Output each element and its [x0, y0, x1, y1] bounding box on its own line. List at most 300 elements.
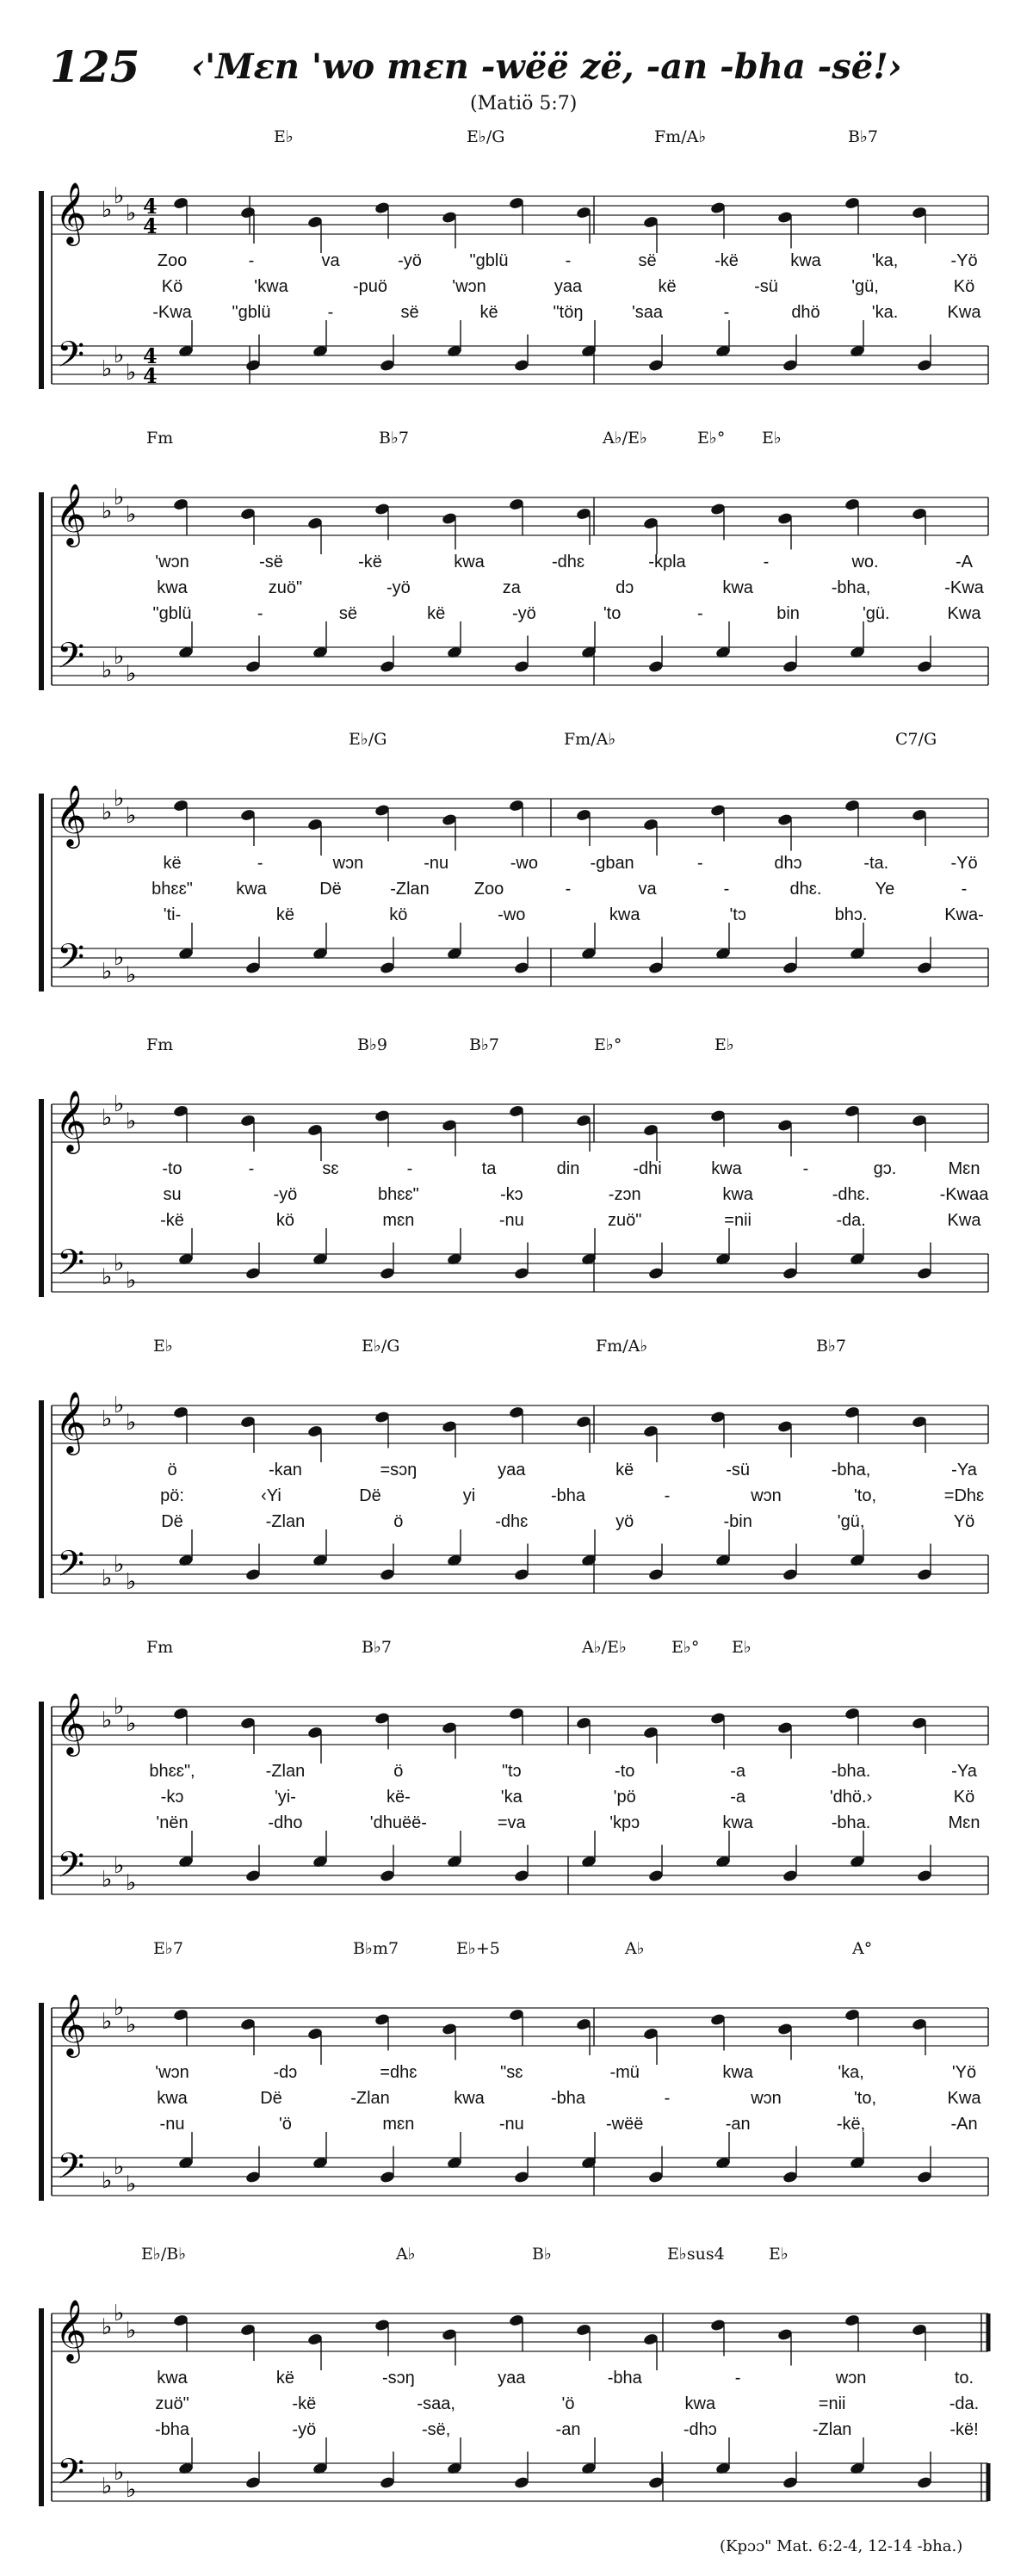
lyric-line-verse-2 — [0, 2394, 1033, 2417]
flat-icon: ♭ — [114, 1552, 125, 1578]
flat-icon: ♭ — [114, 1995, 125, 2021]
lyric-syllable: wo. — [851, 553, 879, 571]
score-system — [0, 1631, 1033, 1928]
lyric-syllable: =dhɛ — [380, 2063, 418, 2082]
lyric-syllable: 'wɔn — [155, 553, 189, 571]
flat-icon: ♭ — [126, 661, 137, 687]
lyric-syllable: -yö — [273, 1185, 298, 1204]
flat-icon: ♭ — [126, 1109, 137, 1134]
lyric-syllable: - — [257, 604, 263, 623]
lyric-line-verse-3 — [0, 303, 1033, 325]
lyric-syllable: - — [565, 880, 572, 899]
lyric-syllable: Dë — [319, 880, 342, 899]
lyric-syllable: -bin — [723, 1512, 752, 1531]
lyric-syllable: kwa — [609, 905, 640, 924]
lyric-syllable: -Zlan — [265, 1762, 306, 1781]
footer-note: (Kpɔɔ" Mat. 6:2-4, 12-14 -bha.) — [720, 2537, 963, 2555]
lyric-line-verse-1 — [0, 854, 1033, 876]
chord-symbol: E♭+5 — [456, 1939, 500, 1958]
lyric-syllable: =Dhɛ — [943, 1486, 985, 1505]
lyric-syllable: -Kwa — [944, 578, 984, 597]
lyric-syllable: -to — [162, 1159, 182, 1178]
lyric-line-verse-1 — [0, 1461, 1033, 1483]
flat-icon: ♭ — [126, 1569, 137, 1595]
lyric-syllable: kwa — [157, 2369, 188, 2388]
lyric-syllable: 'gü, — [837, 1512, 865, 1531]
lyric-syllable: 'dhö.› — [829, 1788, 873, 1807]
lyric-syllable: së — [338, 604, 357, 623]
lyric-syllable: bhɛɛ" — [152, 880, 193, 899]
chord-symbol: B♭7 — [379, 429, 410, 448]
chord-symbol: E♭° — [594, 1035, 622, 1054]
lyric-syllable: kë — [275, 2369, 294, 2388]
lyric-syllable: va — [321, 251, 340, 270]
lyric-syllable: sɛ — [322, 1159, 339, 1178]
chord-symbol: E♭sus4 — [667, 2245, 725, 2264]
lyric-syllable: -sü — [754, 277, 778, 296]
lyric-syllable: =va — [497, 1813, 526, 1832]
lyric-syllable: =nii — [818, 2394, 846, 2413]
score-system — [0, 1029, 1033, 1325]
lyric-syllable: "gblü — [232, 303, 271, 322]
bass-clef-icon: 𝄢 — [57, 1543, 85, 1593]
flat-icon: ♭ — [114, 2460, 125, 2486]
lyric-line-verse-3 — [0, 1813, 1033, 1836]
lyric-syllable: 'to, — [853, 2089, 877, 2108]
lyric-syllable: -dhɔ — [683, 2420, 717, 2439]
flat-icon: ♭ — [114, 1694, 125, 1720]
lyric-syllable: -bha. — [831, 1762, 871, 1781]
lyric-syllable: -bha — [550, 1486, 586, 1505]
lyric-syllable: - — [696, 854, 703, 873]
lyric-syllable: gɔ. — [873, 1159, 897, 1178]
lyric-syllable: kwa — [722, 1813, 753, 1832]
lyric-syllable: - — [763, 553, 770, 571]
lyric-syllable: -dhɛ — [495, 1512, 529, 1531]
lyric-syllable: 'saa — [631, 303, 664, 322]
lyric-syllable: -ta. — [863, 854, 889, 873]
lyric-syllable: kwa — [157, 2089, 188, 2108]
flat-icon: ♭ — [102, 2314, 113, 2340]
chord-symbol: B♭7 — [816, 1337, 847, 1356]
lyric-syllable: 'dhuëë- — [369, 1813, 427, 1832]
flat-icon: ♭ — [126, 1711, 137, 1737]
lyric-syllable: Zoo — [473, 880, 504, 899]
lyric-syllable: -saa, — [417, 2394, 455, 2413]
lyric-syllable: -puö — [352, 277, 388, 296]
lyric-syllable: Ye — [875, 880, 895, 899]
chord-symbol: Fm/A♭ — [654, 127, 707, 146]
treble-clef-icon: 𝄞 — [55, 1089, 87, 1152]
lyric-syllable: -kan — [268, 1461, 302, 1480]
flat-icon: ♭ — [114, 945, 125, 971]
lyric-syllable: mɛn — [382, 1211, 415, 1230]
lyric-syllable: -wo — [498, 905, 526, 924]
chord-symbol: E♭° — [671, 1638, 700, 1657]
lyric-syllable: - — [257, 854, 263, 873]
lyric-line-verse-2 — [0, 1788, 1033, 1810]
lyric-syllable: 'ö — [278, 2115, 292, 2134]
chord-symbol: E♭° — [697, 429, 726, 448]
lyric-syllable: bhɛɛ" — [378, 1185, 419, 1204]
time-signature-bass: 4 — [143, 343, 158, 368]
lyric-syllable: "gblü — [469, 251, 509, 270]
flat-icon: ♭ — [102, 1708, 113, 1733]
lyric-syllable: -bha, — [831, 1461, 871, 1480]
lyric-syllable: yö — [615, 1512, 634, 1531]
treble-clef-icon: 𝄞 — [55, 482, 87, 545]
lyric-syllable: Kö — [953, 277, 975, 296]
lyric-syllable: 'wɔn — [452, 277, 486, 296]
lyric-syllable: bhɔ. — [834, 905, 868, 924]
lyric-syllable: pö: — [160, 1486, 184, 1505]
lyric-line-verse-2 — [0, 1185, 1033, 1208]
lyric-syllable: kë — [275, 905, 294, 924]
lyric-syllable: -nu — [498, 2115, 524, 2134]
flat-icon: ♭ — [102, 498, 113, 524]
chord-symbol: Fm/A♭ — [596, 1337, 648, 1356]
chord-symbol: A♭ — [396, 2245, 416, 2264]
chord-symbol: E♭/G — [467, 127, 505, 146]
lyric-syllable: yaa — [554, 277, 583, 296]
lyric-syllable: -Zlan — [812, 2420, 852, 2439]
lyric-syllable: 'ka, — [871, 251, 899, 270]
lyric-syllable: -Ya — [951, 1762, 977, 1781]
flat-icon: ♭ — [102, 2474, 113, 2499]
lyric-line-verse-3 — [0, 2115, 1033, 2137]
lyric-line-verse-2 — [0, 880, 1033, 902]
lyric-syllable: su — [163, 1185, 182, 1204]
lyric-syllable: "tɔ — [501, 1762, 522, 1781]
scripture-reference: (Matiö 5:7) — [470, 93, 578, 114]
lyric-syllable: -to — [615, 1762, 635, 1781]
chord-symbol: B♭7 — [469, 1035, 500, 1054]
lyric-syllable: -gban — [590, 854, 634, 873]
lyric-syllable: kwa — [684, 2394, 716, 2413]
flat-icon: ♭ — [102, 1406, 113, 1432]
lyric-syllable: -Kwaa — [939, 1185, 989, 1204]
flat-icon: ♭ — [102, 1264, 113, 1290]
chord-symbol: A♭/E♭ — [603, 429, 647, 448]
lyric-syllable: -a — [730, 1762, 746, 1781]
lyric-syllable: ö — [393, 1762, 404, 1781]
lyric-syllable: yi — [462, 1486, 476, 1505]
lyric-syllable: yaa — [498, 1461, 526, 1480]
lyric-syllable: -bha — [550, 2089, 586, 2108]
chord-symbol: E♭7 — [153, 1939, 183, 1958]
treble-clef-icon: 𝄞 — [55, 1390, 87, 1453]
lyric-syllable: 'pö — [613, 1788, 636, 1807]
lyric-syllable: -yö — [511, 604, 536, 623]
lyric-syllable: Kwa — [947, 303, 981, 322]
lyric-syllable: -Ya — [951, 1461, 977, 1480]
lyric-syllable: -Yö — [950, 854, 978, 873]
lyric-line-verse-2 — [0, 1486, 1033, 1509]
hymn-title: ‹'Mɛn 'wo mɛn -wëë zë, -an -bha -së!› — [191, 46, 902, 87]
chord-symbol: E♭ — [769, 2245, 789, 2264]
lyric-syllable: -kë — [292, 2394, 317, 2413]
chord-symbol: E♭/B♭ — [141, 2245, 187, 2264]
lyric-syllable: -dhi — [633, 1159, 662, 1178]
lyric-line-verse-1 — [0, 251, 1033, 274]
lyric-line-verse-3 — [0, 2420, 1033, 2443]
flat-icon: ♭ — [114, 343, 125, 368]
lyric-syllable: kwa — [722, 1185, 753, 1204]
chord-symbol: A♭ — [625, 1939, 645, 1958]
chord-symbol: A♭/E♭ — [582, 1638, 627, 1657]
lyric-syllable: 'ka — [500, 1788, 523, 1807]
flat-icon: ♭ — [114, 183, 125, 209]
chord-symbol: A° — [852, 1939, 873, 1958]
chord-symbol: Fm/A♭ — [564, 730, 616, 749]
lyric-syllable: së — [638, 251, 657, 270]
bass-clef-icon: 𝄢 — [57, 1242, 85, 1292]
lyric-syllable: 'yi- — [274, 1788, 296, 1807]
lyric-syllable: bin — [776, 604, 800, 623]
score-system — [0, 120, 1033, 417]
lyric-syllable: kwa — [157, 578, 188, 597]
lyric-syllable: kwa — [722, 578, 753, 597]
flat-icon: ♭ — [114, 1251, 125, 1276]
flat-icon: ♭ — [102, 959, 113, 985]
time-signature-bass: 4 — [143, 363, 158, 388]
chord-symbol: E♭ — [732, 1638, 752, 1657]
lyric-syllable: 'ka, — [838, 2063, 864, 2082]
lyric-syllable: ö — [167, 1461, 177, 1480]
flat-icon: ♭ — [126, 2477, 137, 2503]
flat-icon: ♭ — [126, 201, 137, 226]
lyric-syllable: kë — [615, 1461, 634, 1480]
lyric-syllable: -dho — [268, 1813, 303, 1832]
lyric-syllable: -yö — [292, 2420, 317, 2439]
lyric-syllable: Kö — [161, 277, 183, 296]
lyric-line-verse-2 — [0, 277, 1033, 300]
lyric-syllable: 'Yö — [951, 2063, 977, 2082]
score-system — [0, 422, 1033, 719]
lyric-syllable: kwa — [454, 2089, 485, 2108]
treble-clef-icon: 𝄞 — [55, 2298, 87, 2361]
lyric-syllable: "sɛ — [500, 2063, 523, 2082]
flat-icon: ♭ — [114, 1393, 125, 1418]
lyric-syllable: 'wɔn — [155, 2063, 189, 2082]
lyric-syllable: Dë — [161, 1512, 183, 1531]
treble-clef-icon: 𝄞 — [55, 1992, 87, 2055]
lyric-syllable: 'ö — [561, 2394, 575, 2413]
lyric-syllable: kë- — [386, 1788, 411, 1807]
lyric-syllable: -kë! — [949, 2420, 979, 2439]
lyric-line-verse-3 — [0, 1211, 1033, 1233]
lyric-line-verse-2 — [0, 578, 1033, 601]
lyric-syllable: mɛn — [382, 2115, 415, 2134]
lyric-syllable: wɔn — [751, 2089, 782, 2108]
time-signature-treble: 4 — [143, 213, 158, 238]
flat-icon: ♭ — [102, 2168, 113, 2194]
lyric-syllable: =nii — [724, 1211, 752, 1230]
flat-icon: ♭ — [114, 1091, 125, 1117]
score-system — [0, 723, 1033, 1020]
lyric-syllable: kö — [389, 905, 408, 924]
lyric-syllable: wɔn — [835, 2369, 867, 2388]
lyric-syllable: zuö" — [155, 2394, 189, 2413]
lyric-syllable: - — [723, 303, 730, 322]
lyric-syllable: - — [248, 251, 255, 270]
lyric-syllable: -sɔŋ — [381, 2369, 415, 2388]
chord-symbol: B♭ — [532, 2245, 552, 2264]
lyric-syllable: -wëë — [606, 2115, 644, 2134]
lyric-syllable: 'gü, — [851, 277, 879, 296]
lyric-syllable: -an — [725, 2115, 751, 2134]
lyric-syllable: zuö" — [268, 578, 303, 597]
lyric-syllable: 'ti- — [163, 905, 182, 924]
lyric-syllable: - — [664, 1486, 671, 1505]
lyric-syllable: -Kwa — [152, 303, 192, 322]
lyric-syllable: -mü — [609, 2063, 640, 2082]
lyric-syllable: -da. — [836, 1211, 866, 1230]
score-system — [0, 1330, 1033, 1627]
lyric-syllable: 'kpɔ — [609, 1813, 640, 1832]
flat-icon: ♭ — [114, 786, 125, 812]
lyric-syllable: -nu — [424, 854, 449, 873]
lyric-syllable: - — [723, 880, 730, 899]
bass-clef-icon: 𝄢 — [57, 936, 85, 986]
chord-symbol: Fm — [146, 1035, 174, 1054]
lyric-syllable: wɔn — [332, 854, 364, 873]
lyric-syllable: - — [248, 1159, 255, 1178]
lyric-line-verse-3 — [0, 905, 1033, 928]
lyric-syllable: -nu — [159, 2115, 185, 2134]
flat-icon: ♭ — [102, 2009, 113, 2035]
lyric-syllable: -yö — [398, 251, 422, 270]
treble-clef-icon: 𝄞 — [55, 1691, 87, 1754]
lyric-syllable: - — [664, 2089, 671, 2108]
lyric-line-verse-3 — [0, 1512, 1033, 1535]
lyric-syllable: kë — [658, 277, 677, 296]
lyric-syllable: kwa — [722, 2063, 753, 2082]
lyric-syllable: 'ka. — [871, 303, 899, 322]
lyric-syllable: -bha. — [831, 1813, 871, 1832]
flat-icon: ♭ — [102, 800, 113, 825]
lyric-syllable: va — [638, 880, 657, 899]
lyric-syllable: -wo — [510, 854, 538, 873]
lyric-syllable: din — [556, 1159, 580, 1178]
lyric-syllable: -së — [259, 553, 283, 571]
lyric-syllable: 'tɔ — [729, 905, 746, 924]
lyric-syllable: Kwa — [947, 2089, 981, 2108]
lyric-syllable: 'gü. — [862, 604, 890, 623]
bass-clef-icon: 𝄢 — [57, 2146, 85, 2196]
lyric-syllable: -bha — [607, 2369, 642, 2388]
score-system — [0, 1932, 1033, 2229]
lyric-syllable: -zɔn — [608, 1185, 641, 1204]
lyric-syllable: "töŋ — [553, 303, 584, 322]
lyric-syllable: kwa — [790, 251, 821, 270]
lyric-syllable: dhɛ. — [789, 880, 822, 899]
flat-icon: ♭ — [114, 485, 125, 510]
lyric-syllable: -da. — [949, 2394, 980, 2413]
lyric-syllable: kwa — [454, 553, 485, 571]
lyric-syllable: - — [802, 1159, 809, 1178]
lyric-syllable: kë — [163, 854, 182, 873]
lyric-syllable: 'nën — [156, 1813, 189, 1832]
lyric-line-verse-2 — [0, 2089, 1033, 2111]
flat-icon: ♭ — [114, 2301, 125, 2326]
treble-clef-icon: 𝄞 — [55, 783, 87, 846]
chord-symbol: E♭ — [714, 1035, 734, 1054]
lyric-syllable: 'to — [603, 604, 622, 623]
lyric-syllable: ‹Yi — [261, 1486, 281, 1505]
lyric-syllable: 'to, — [853, 1486, 877, 1505]
bass-clef-icon: 𝄢 — [57, 1844, 85, 1894]
lyric-syllable: kö — [275, 1211, 294, 1230]
chord-symbol: E♭/G — [349, 730, 387, 749]
lyric-syllable: kwa — [711, 1159, 742, 1178]
lyric-syllable: -Zlan — [265, 1512, 306, 1531]
flat-icon: ♭ — [126, 962, 137, 988]
chord-symbol: Fm — [146, 429, 174, 448]
lyric-syllable: "gblü — [152, 604, 192, 623]
lyric-syllable: dɔ — [615, 578, 634, 597]
flat-icon: ♭ — [114, 644, 125, 670]
lyric-syllable: -yö — [386, 578, 411, 597]
lyric-syllable: -kpla — [648, 553, 686, 571]
lyric-syllable: dhɔ — [774, 854, 802, 873]
lyric-syllable: - — [734, 2369, 741, 2388]
lyric-line-verse-1 — [0, 2369, 1033, 2391]
flat-icon: ♭ — [102, 356, 113, 382]
lyric-syllable: Kwa- — [944, 905, 984, 924]
lyric-syllable: -kë — [160, 1211, 184, 1230]
lyric-syllable: -sü — [726, 1461, 751, 1480]
flat-icon: ♭ — [126, 1410, 137, 1436]
lyric-syllable: -bha, — [831, 578, 871, 597]
lyric-syllable: -an — [555, 2420, 581, 2439]
lyric-syllable: kwa — [236, 880, 267, 899]
chord-symbol: E♭/G — [362, 1337, 400, 1356]
lyric-syllable: - — [565, 251, 572, 270]
lyric-syllable: - — [696, 604, 703, 623]
chord-symbol: B♭9 — [357, 1035, 388, 1054]
lyric-line-verse-1 — [0, 1159, 1033, 1182]
chord-symbol: B♭7 — [362, 1638, 393, 1657]
flat-icon: ♭ — [114, 2154, 125, 2180]
lyric-syllable: Kwa — [947, 1211, 981, 1230]
lyric-syllable: Dë — [359, 1486, 381, 1505]
lyric-syllable: - — [406, 1159, 413, 1178]
lyric-syllable: -dɔ — [273, 2063, 298, 2082]
flat-icon: ♭ — [126, 2012, 137, 2038]
flat-icon: ♭ — [126, 803, 137, 829]
flat-icon: ♭ — [126, 360, 137, 386]
lyric-syllable: -dhɛ. — [832, 1185, 870, 1204]
chord-symbol: Fm — [146, 1638, 174, 1657]
lyric-syllable: ta — [481, 1159, 497, 1178]
lyric-syllable: Dë — [260, 2089, 282, 2108]
lyric-syllable: 'kwa — [254, 277, 288, 296]
lyric-syllable: - — [961, 880, 968, 899]
chord-symbol: C7/G — [895, 730, 937, 749]
flat-icon: ♭ — [126, 502, 137, 528]
treble-clef-icon: 𝄞 — [55, 181, 87, 244]
flat-icon: ♭ — [126, 1268, 137, 1294]
flat-icon: ♭ — [126, 2171, 137, 2197]
lyric-syllable: to. — [954, 2369, 974, 2388]
lyric-syllable: dhö — [791, 303, 820, 322]
page-header — [0, 0, 1033, 120]
lyric-syllable: zuö" — [608, 1211, 642, 1230]
lyric-syllable: Kwa — [947, 604, 981, 623]
lyric-syllable: -An — [950, 2115, 978, 2134]
lyric-syllable: -bha — [154, 2420, 190, 2439]
